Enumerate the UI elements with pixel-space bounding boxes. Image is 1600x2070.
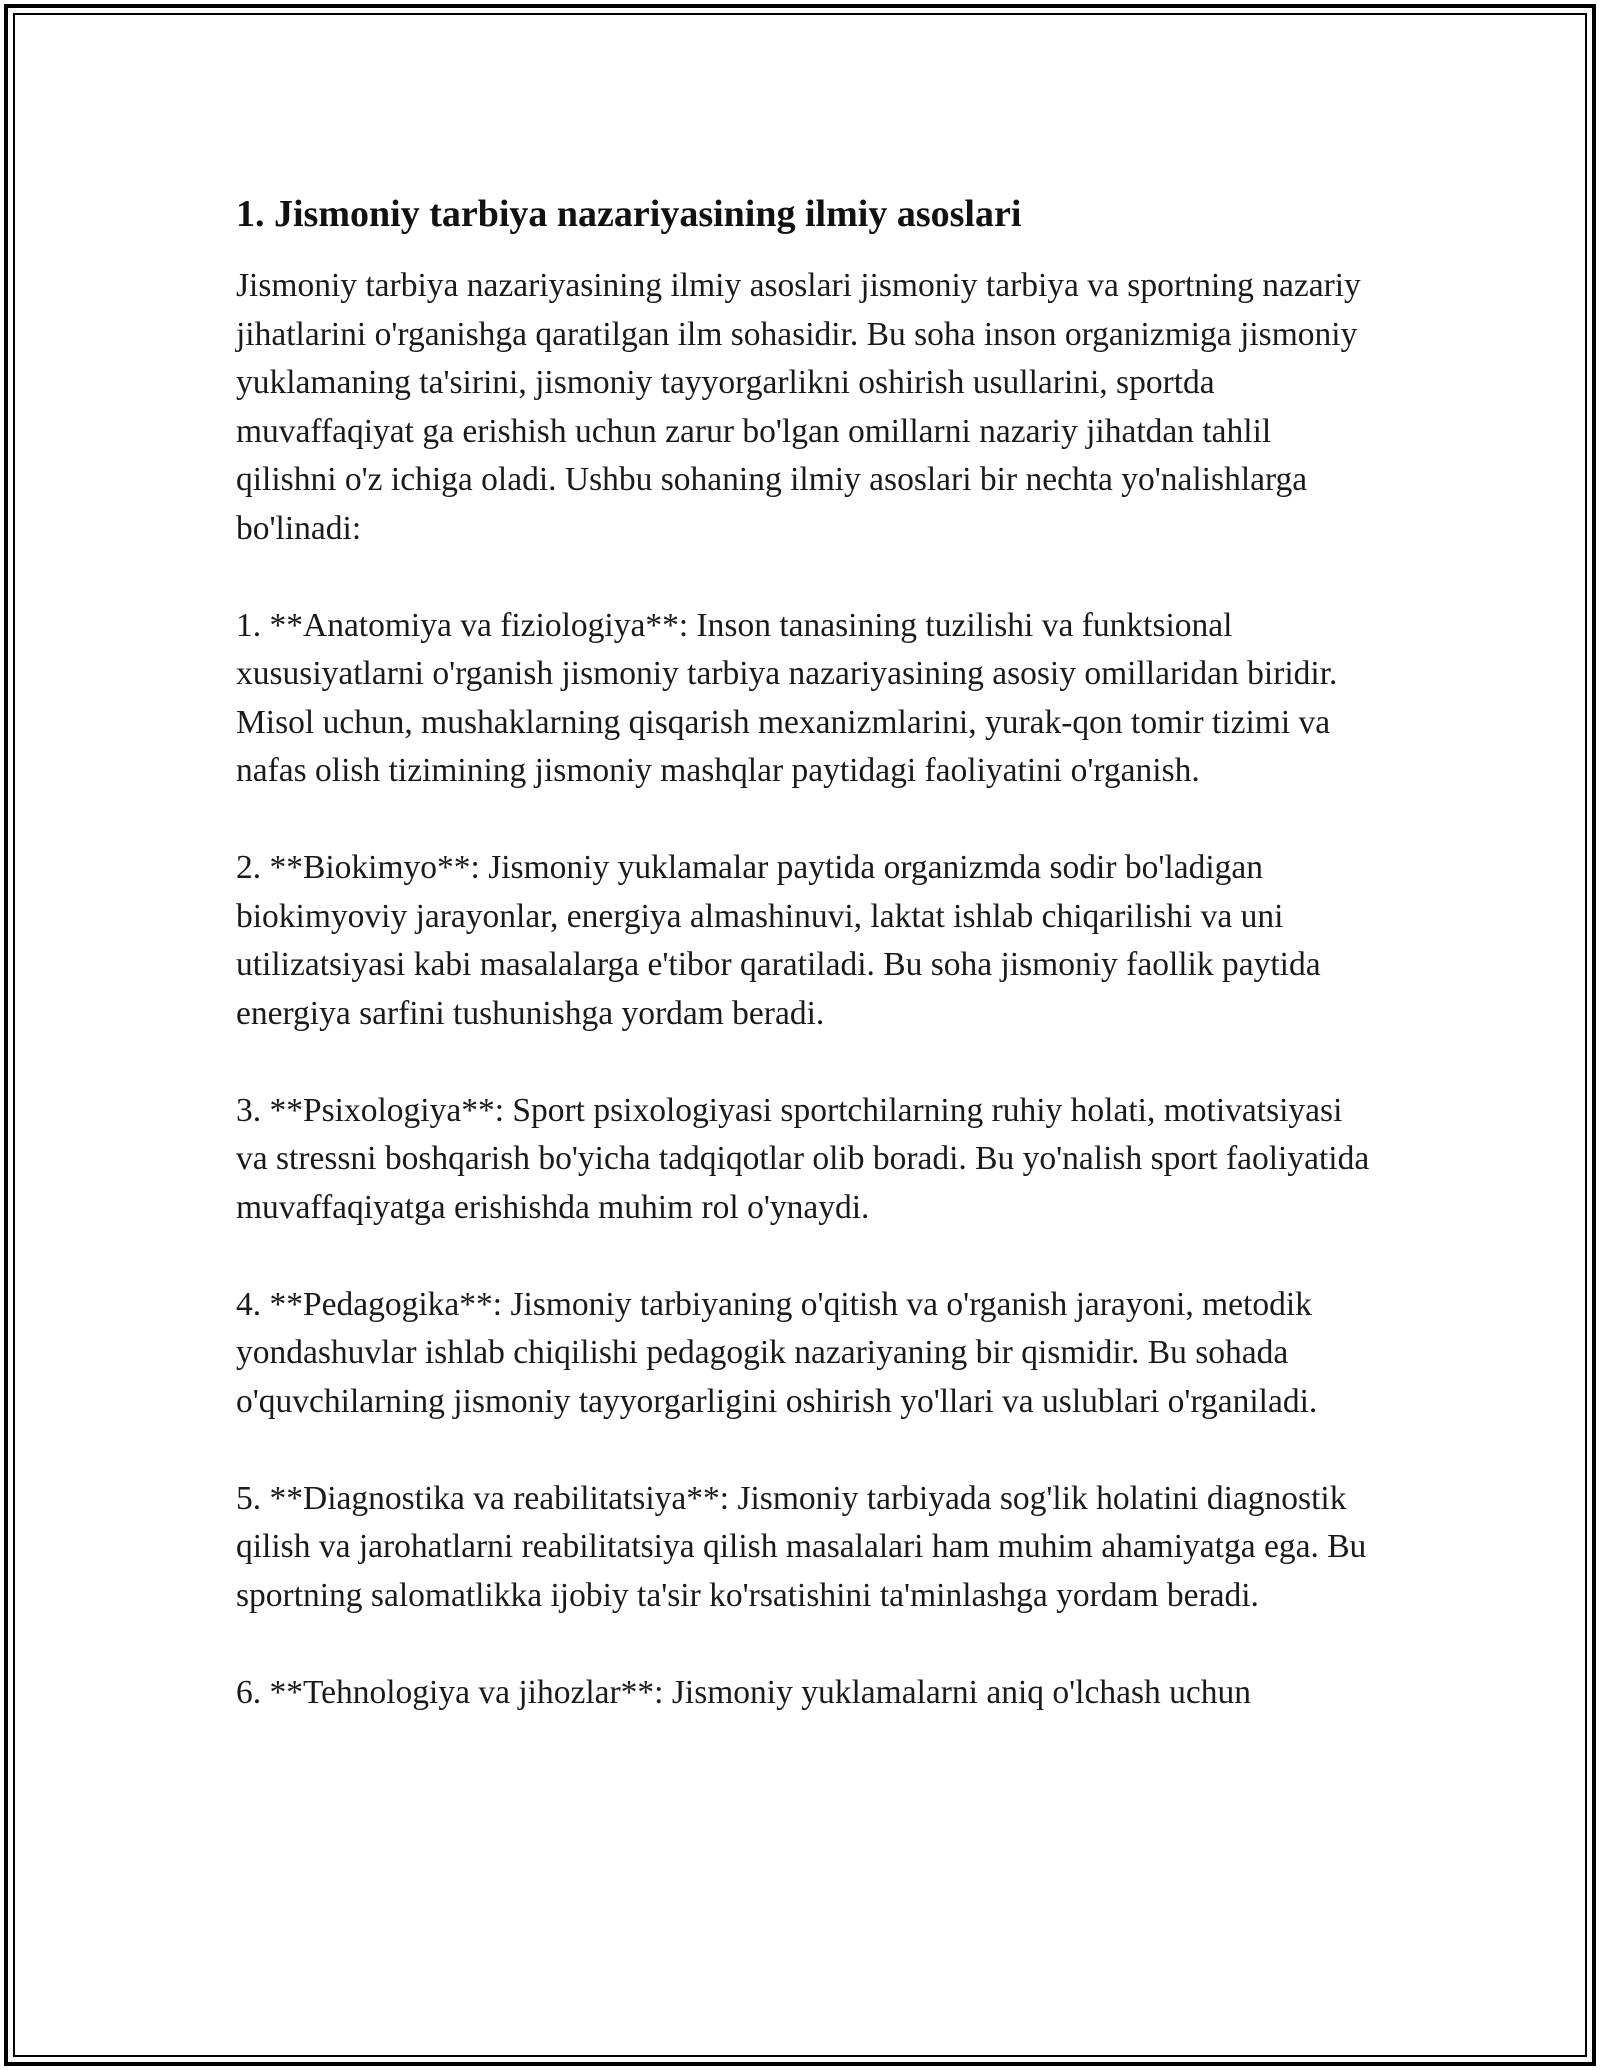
list-item-psychology: 3. **Psixologiya**: Sport psixologiyasi sportchilarning ruhiy holati, motivatsiyasi va stressni boshqarish bo'yicha tadqiqotlar olib boradi. Bu yo'nalish sport faoliyatida muvaffaqiyatga erishishda muhim rol o'ynaydi.: [236, 1091, 1370, 1226]
document-body: [236, 188, 1376, 1717]
intro-paragraph: Jismoniy tarbiya nazariyasining ilmiy asoslari jismoniy tarbiya va sportning nazariy jihatlarini o'rganishga qaratilgan ilm sohasidir. Bu soha inson organizmiga jismoniy yuklamaning ta'sirini, jismoniy tayyorgarlikni oshirish usullarini, sportda muvaffaqiyat ga erishish uchun zarur bo'lgan omillarni nazariy jihatdan tahlil qilishni o'z ichiga oladi. Ushbu sohaning ilmiy asoslari bir nechta yo'nalishlarga bo'linadi:: [236, 267, 1361, 547]
list-item-technology: 6. **Tehnologiya va jihozlar**: Jismoniy yuklamalarni aniq o'lchash uchun: [236, 1673, 1251, 1711]
list-item-pedagogy: 4. **Pedagogika**: Jismoniy tarbiyaning o'qitish va o'rganish jarayoni, metodik yondashuvlar ishlab chiqilishi pedagogik nazariyaning bir qismidir. Bu sohada o'quvchilarning jismoniy tayyorgarligini oshirish yo'llari va uslublari o'rganiladi.: [236, 1285, 1318, 1420]
section-heading: 1. Jismoniy tarbiya nazariyasining ilmiy asoslari: [236, 193, 1022, 235]
list-item-diagnostics: 5. **Diagnostika va reabilitatsiya**: Jismoniy tarbiyada sog'lik holatini diagnostik qilish va jarohatlarni reabilitatsiya qilish masalalari ham muhim ahamiyatga ega. Bu sportning salomatlikka ijobiy ta'sir ko'rsatishini ta'minlashga yordam beradi.: [236, 1479, 1367, 1614]
list-item-biochemistry: 2. **Biokimyo**: Jismoniy yuklamalar paytida organizmda sodir bo'ladigan biokimyoviy jarayonlar, energiya almashinuvi, laktat ishlab chiqarilishi va uni utilizatsiyasi kabi masalalarga e'tibor qaratiladi. Bu soha jismoniy faollik paytida energiya sarfini tushunishga yordam beradi.: [236, 849, 1321, 1032]
list-item-anatomy: 1. **Anatomiya va fiziologiya**: Inson tanasining tuzilishi va funktsional xususiyatlarni o'rganish jismoniy tarbiya nazariyasining asosiy omillaridan biridir. Misol uchun, mushaklarning qisqarish mexanizmlarini, yurak-qon tomir tizimi va nafas olish tizimining jismoniy mashqlar paytidagi faoliyatini o'rganish.: [236, 606, 1338, 789]
